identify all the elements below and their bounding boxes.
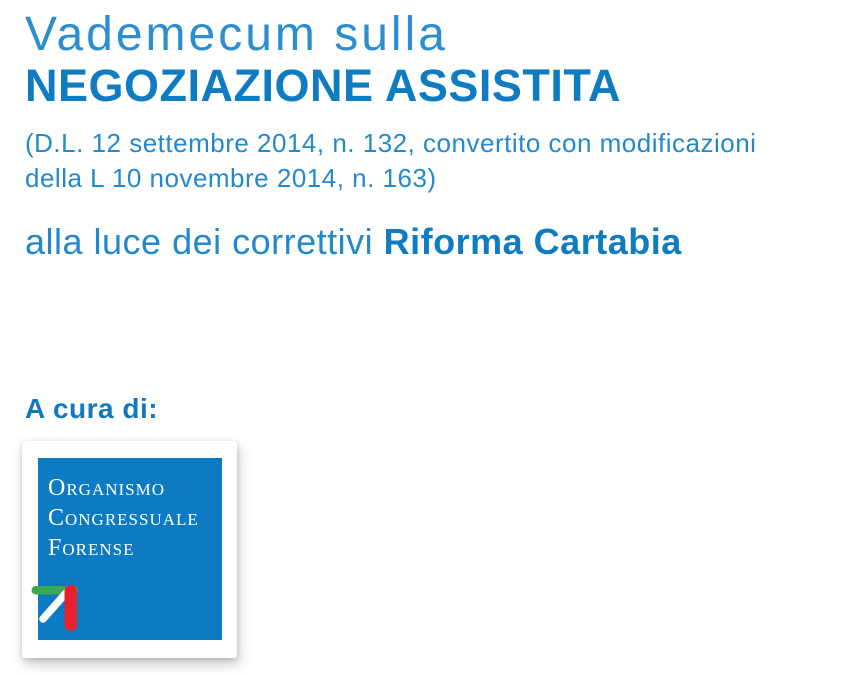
arrow-red-bar — [65, 585, 78, 631]
subtitle-line-1: (D.L. 12 settembre 2014, n. 132, convertito con modificazioni — [25, 128, 757, 158]
curator-label: A cura di: — [25, 393, 159, 424]
title-line-1: Vademecum sulla — [25, 8, 448, 61]
tagline — [25, 222, 682, 262]
italian-flag-arrow-icon — [28, 578, 84, 634]
tagline-regular: alla luce dei correttivi — [25, 221, 384, 262]
ocf-logo — [38, 458, 222, 640]
logo-line-organismo: Organismo — [48, 475, 166, 501]
logo-line-forense: Forense — [48, 535, 135, 561]
law-citation-subtitle — [25, 126, 756, 196]
title-line-2: NEGOZIAZIONE ASSISTITA — [25, 60, 622, 111]
logo-line-congressuale: Congressuale — [48, 505, 199, 531]
arrow-white-shaft — [43, 593, 66, 619]
ocf-logo-wordmark — [48, 473, 199, 563]
tagline-bold: Riforma Cartabia — [383, 221, 682, 262]
subtitle-line-2: della L 10 novembre 2014, n. 163) — [25, 163, 437, 193]
ocf-logo-card — [22, 441, 237, 658]
